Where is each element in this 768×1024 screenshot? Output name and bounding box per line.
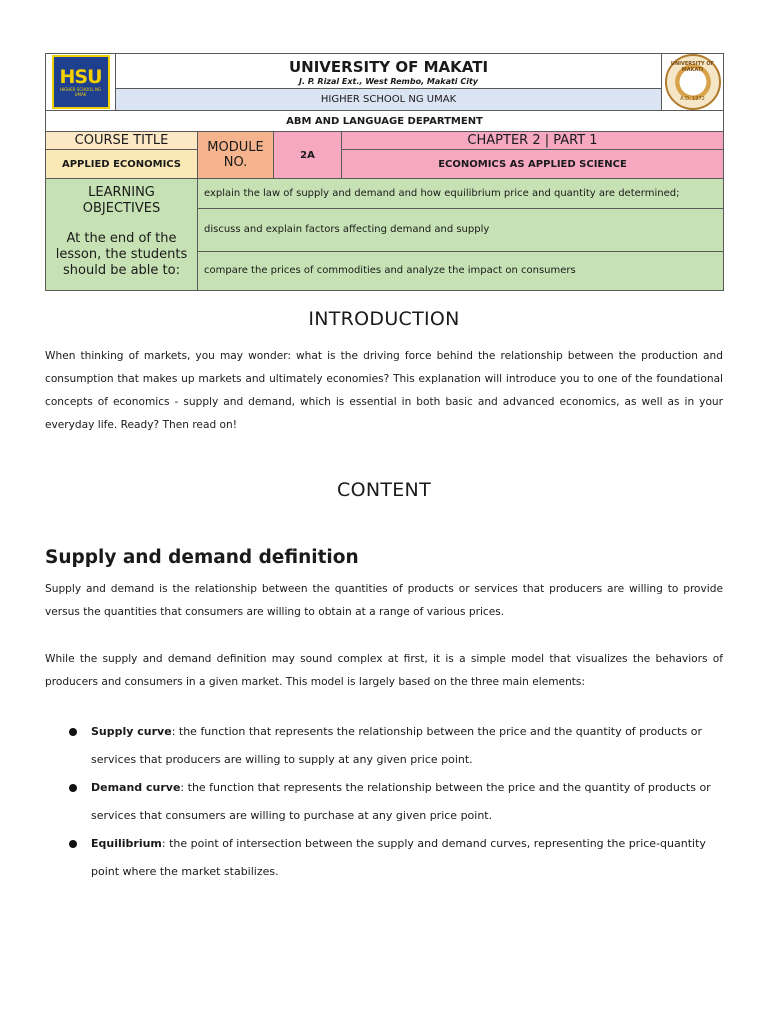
- hsu-logo-cell: [46, 54, 116, 111]
- umak-seal-logo: UNIVERSITY OF MAKATI A.D. 1972: [665, 54, 721, 110]
- document-page: [45, 53, 723, 886]
- department-name: ABM AND LANGUAGE DEPARTMENT: [46, 111, 724, 132]
- umak-seal-cell: [662, 54, 724, 111]
- list-item-term: Equilibrium: [91, 837, 162, 850]
- introduction-heading: INTRODUCTION: [308, 308, 460, 330]
- objective-item: explain the law of supply and demand and how equilibrium price and quantity are determined;: [198, 179, 724, 209]
- list-item: [45, 718, 723, 774]
- content-heading: CONTENT: [337, 479, 431, 501]
- objective-item: compare the prices of commodities and analyze the impact on consumers: [198, 252, 724, 291]
- course-title-value: APPLIED ECONOMICS: [46, 150, 198, 179]
- bullet-dot-icon: [69, 840, 77, 848]
- bullet-dot-icon: [69, 784, 77, 792]
- hsu-logo: HSU HIGHER SCHOOL NG UMAK: [52, 55, 110, 109]
- list-item-term: Demand curve: [91, 781, 181, 794]
- list-item-text: : the function that represents the relationship between the price and the quantity of products or services that producers are willing to supply at any given price point.: [91, 725, 702, 766]
- learning-objectives-label-line1: LEARNING: [88, 185, 155, 200]
- school-name: HIGHER SCHOOL NG UMAK: [116, 89, 662, 111]
- module-number-label: MODULE NO.: [198, 132, 274, 179]
- elements-list: [45, 718, 723, 886]
- list-item-term: Supply curve: [91, 725, 172, 738]
- bullet-dot-icon: [69, 728, 77, 736]
- list-item: [45, 774, 723, 830]
- module-number-value: 2A: [274, 132, 342, 179]
- chapter-label: CHAPTER 2 | PART 1: [342, 132, 724, 150]
- model-paragraph: While the supply and demand definition may sound complex at first, it is a simple model that visualizes the behaviors of producers and consumers in a given market. This model is largely based on the three main elements:: [45, 653, 723, 688]
- list-item: [45, 830, 723, 886]
- university-address: J. P. Rizal Ext., West Rembo, Makati City: [299, 76, 478, 86]
- objective-item: discuss and explain factors affecting demand and supply: [198, 209, 724, 252]
- list-item-text: : the point of intersection between the supply and demand curves, representing the price-quantity point where the market stabilizes.: [91, 837, 706, 878]
- learning-objectives-label-line2: OBJECTIVES: [82, 201, 161, 216]
- university-name: UNIVERSITY OF MAKATI: [288, 57, 489, 76]
- introduction-text: When thinking of markets, you may wonder: what is the driving force behind the relationship between the production and consumption that makes up markets and ultimately economies? This explanation will introduce you to one of the foundational concepts of economics - supply and demand, which is essential in both basic and advanced economics, as well as in your everyday life. Ready? Then read on!: [45, 350, 723, 431]
- definition-paragraph: Supply and demand is the relationship between the quantities of products or services that producers are willing to provide versus the quantities that consumers are willing to obtain at a range of various prices.: [45, 583, 723, 618]
- chapter-title: ECONOMICS AS APPLIED SCIENCE: [342, 150, 724, 179]
- supply-demand-definition-heading: Supply and demand definition: [45, 547, 359, 568]
- university-name-cell: [116, 54, 662, 89]
- module-header-table: [45, 53, 724, 291]
- learning-objectives-intro: At the end of the lesson, the students should be able to:: [55, 231, 188, 278]
- course-title-label: COURSE TITLE: [46, 132, 198, 150]
- list-item-text: : the function that represents the relationship between the price and the quantity of products or services that consumers are willing to purchase at any given price point.: [91, 781, 711, 822]
- learning-objectives-label-cell: [46, 179, 198, 291]
